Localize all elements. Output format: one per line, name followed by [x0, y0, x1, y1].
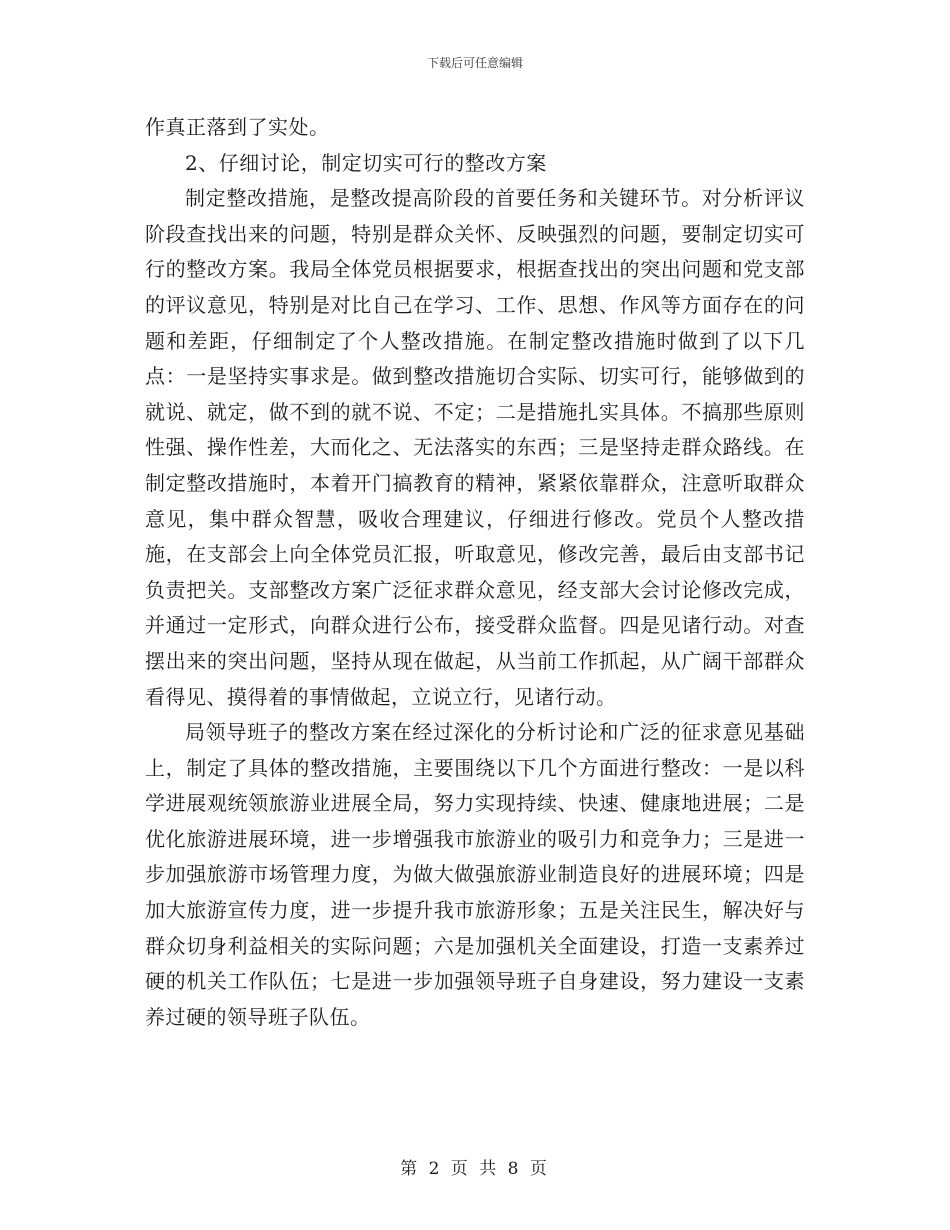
- page-header: 下载后可任意编辑: [426, 56, 523, 70]
- document-body: [145, 110, 805, 1035]
- page-number-footer: 第 2 页 共 8 页: [400, 1159, 550, 1179]
- section-heading: 2、仔细讨论，制定切实可行的整改方案: [185, 150, 547, 175]
- paragraph: 局领导班子的整改方案在经过深化的分析讨论和广泛的征求意见基础上，制定了具体的整改措施，主要围绕以下几个方面进行整改：一是以科学进展观统领旅游业进展全局，努力实现持续、快速、健康地进展；二是优化旅游进展环境，进一步增强我市旅游业的吸引力和竞争力；三是进一步加强旅游市场管理力度，为做大做强旅游业制造良好的进展环境；四是加大旅游宣传力度，进一步提升我市旅游形象；五是关注民生，解决好与群众切身利益相关的实际问题；六是加强机关全面建设，打造一支素养过硬的机关工作队伍；七是进一步加强领导班子自身建设，努力建设一支素养过硬的领导班子队伍。: [145, 720, 805, 1029]
- paragraph-continuation: 作真正落到了实处。: [145, 115, 330, 139]
- paragraph: 制定整改措施，是整改提高阶段的首要任务和关键环节。对分析评议阶段查找出来的问题，特别是群众关怀、反映强烈的问题，要制定切实可行的整改方案。我局全体党员根据要求，根据查找出的突出问题和党支部的评议意见，特别是对比自己在学习、工作、思想、作风等方面存在的问题和差距，仔细制定了个人整改措施。在制定整改措施时做到了以下几点：一是坚持实事求是。做到整改措施切合实际、切实可行，能够做到的就说、就定，做不到的就不说、不定；二是措施扎实具体。不搞那些原则性强、操作性差，大而化之、无法落实的东西；三是坚持走群众路线。在制定整改措施时，本着开门搞教育的精神，紧紧依靠群众，注意听取群众意见，集中群众智慧，吸收合理建议，仔细进行修改。党员个人整改措施，在支部会上向全体党员汇报，听取意见，修改完善，最后由支部书记负责把关。支部整改方案广泛征求群众意见，经支部大会讨论修改完成，并通过一定形式，向群众进行公布，接受群众监督。四是见诸行动。对查摆出来的突出问题，坚持从现在做起，从当前工作抓起，从广阔干部群众看得见、摸得着的事情做起，立说立行，见诸行动。: [145, 186, 805, 709]
